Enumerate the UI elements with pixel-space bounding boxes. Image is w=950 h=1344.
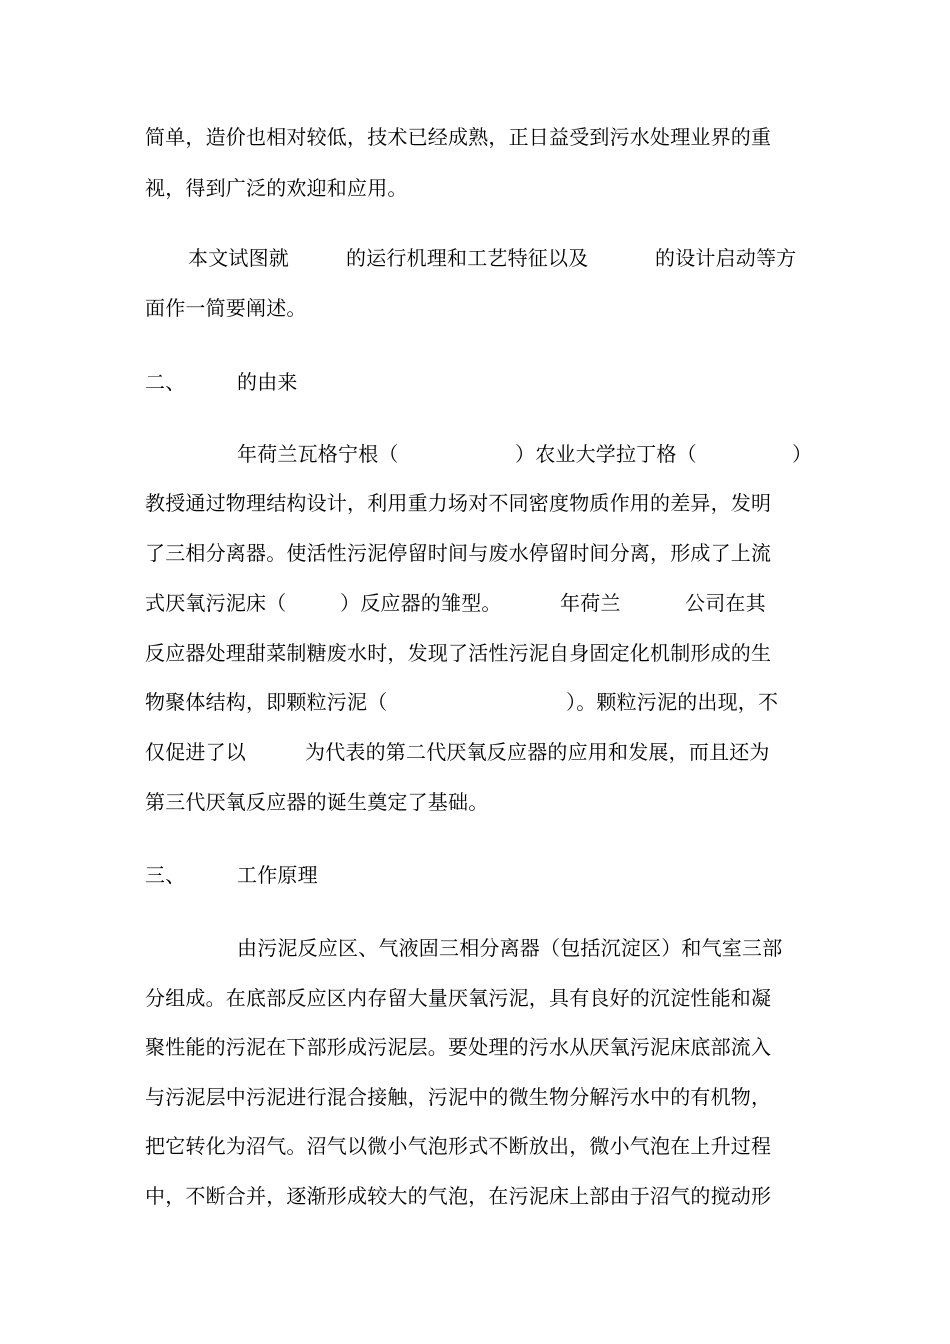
para3-line1-seg-b: ）农业大学拉丁格（: [515, 442, 697, 466]
para3-line4-seg-b: ）反应器的雏型。: [340, 591, 502, 615]
para2-line1-seg-b: 的运行机理和工艺特征以及: [346, 246, 589, 270]
para3-line6-seg-b: ）。颗粒污泥的出现，不: [566, 690, 779, 714]
para4-line5-text: 把它转化为沼气。沼气以微小气泡形式不断放出，微小气泡在上升过程: [145, 1134, 772, 1158]
section3-number: 三、: [145, 863, 186, 887]
para4-line3-text: 聚性能的污泥在下部形成污泥层。要处理的污水从厌氧污泥床底部流入: [145, 1035, 772, 1059]
para3-line7-seg-b: 为代表的第二代厌氧反应器的应用和发展，而且还为: [305, 740, 770, 764]
section3-title: 工作原理: [237, 863, 318, 887]
para3-line2: [145, 489, 771, 517]
para1-line1: [145, 123, 771, 151]
section3-heading: [145, 861, 445, 889]
para3-line4-seg-c: 年荷兰: [560, 591, 621, 615]
para3-line4-seg-d: 公司在其: [685, 591, 766, 615]
para4-line6-text: 中，不断合并，逐渐形成较大的气泡，在污泥床上部由于沼气的搅动形: [145, 1184, 772, 1208]
para3-line7-seg-a: 仅促进了以: [145, 740, 246, 764]
para4-line3: [145, 1033, 771, 1061]
para1-line1-text: 简单，造价也相对较低，技术已经成熟，正日益受到污水处理业界的重: [145, 125, 772, 149]
para4-line2-text: 分组成。在底部反应区内存留大量厌氧污泥，具有良好的沉淀性能和凝: [145, 986, 772, 1010]
para2-line2-text: 面作一简要阐述。: [145, 296, 307, 320]
section2-number: 二、: [145, 370, 186, 394]
para3-line3-text: 了三相分离器。使活性污泥停留时间与废水停留时间分离，形成了上流: [145, 541, 772, 565]
para3-line8-text: 第三代厌氧反应器的诞生奠定了基础。: [145, 790, 489, 814]
para3-line6: [145, 688, 810, 716]
para4-line4-text: 与污泥层中污泥进行混合接触，污泥中的微生物分解污水中的有机物，: [145, 1085, 772, 1109]
para3-line5: [145, 639, 771, 667]
para3-line5-text: 反应器处理甜菜制糖废水时，发现了活性污泥自身固定化机制形成的生: [145, 641, 772, 665]
para3-line4-seg-a: 式厌氧污泥床（: [145, 591, 287, 615]
para3-line3: [145, 539, 771, 567]
para4-line5: [145, 1132, 771, 1160]
para3-line6-seg-a: 物聚体结构，即颗粒污泥（: [145, 690, 388, 714]
para4-line4: [145, 1083, 771, 1111]
para1-line2-text: 视，得到广泛的欢迎和应用。: [145, 176, 408, 200]
para3-line7: [145, 738, 810, 766]
para4-line2: [145, 984, 771, 1012]
para1-line2: [145, 174, 408, 202]
para3-line1: [145, 440, 813, 468]
para2-line1-seg-c: 的设计启动等方: [655, 246, 797, 270]
para2-line2: [145, 294, 307, 322]
section2-title: 的由来: [237, 370, 298, 394]
para3-line2-text: 教授通过物理结构设计，利用重力场对不同密度物质作用的差异，发明: [145, 491, 772, 515]
section2-heading: [145, 368, 445, 396]
para2-line1-seg-a: 本文试图就: [188, 246, 289, 270]
para3-line1-seg-a: 年荷兰瓦格宁根（: [237, 442, 399, 466]
para3-line8: [145, 788, 488, 816]
para4-line1: [145, 934, 810, 962]
para4-line6: [145, 1182, 771, 1210]
para3-line1-seg-c: ）: [792, 442, 813, 466]
para3-line4: [145, 589, 810, 617]
para4-line1-text: 由污泥反应区、气液固三相分离器（包括沉淀区）和气室三部: [237, 936, 783, 960]
para2-line1: [145, 244, 810, 272]
